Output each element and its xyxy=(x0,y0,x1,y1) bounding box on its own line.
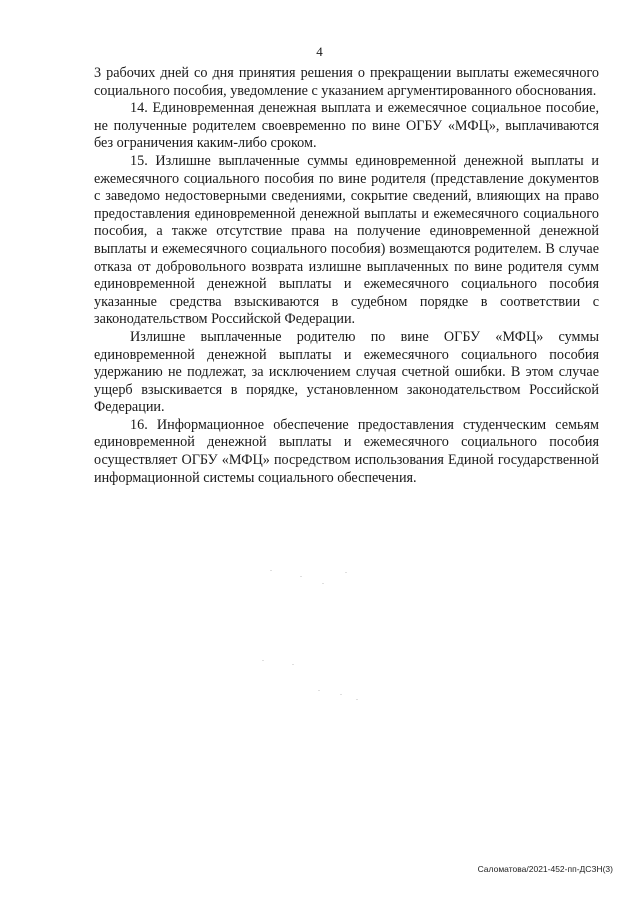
paragraph-14: 14. Единовременная денежная выплата и ежемесячное социальное пособие, не полученные родителем своевременно по вине ОГБУ «МФЦ», выплачиваются без ограничения каким-либо сроком. xyxy=(94,100,599,152)
paragraph-16: 16. Информационное обеспечение предоставления студенческим семьям единовременной денежной выплаты и ежемесячного социального пособия осуществляет ОГБУ «МФЦ» посредством использования Единой государственной информационной системы социального обеспечения. xyxy=(94,416,599,486)
paragraph-15-continued: Излишне выплаченные родителю по вине ОГБУ «МФЦ» суммы единовременной денежной выплаты и ежемесячного социального пособия удержанию не подлежат, за исключением случая счетной ошибки. В этом случае ущерб взыскивается в порядке, установленном законодательством Российской Федерации. xyxy=(94,328,599,416)
paragraph-15: 15. Излишне выплаченные суммы единовременной денежной выплаты и ежемесячного социального пособия по вине родителя (представление документов с заведомо недостоверными сведениями, сокрытие сведений, влияющих на право предоставления единовременной денежной выплаты и ежемесячного социального пособия, а также отсутствие права на получение единовременной денежной выплаты и ежемесячного социального пособия) возмещаются родителем. В случае отказа от добровольного возврата излишне выплаченных по вине родителя сумм единовременной денежной выплаты и ежемесячного социального пособия указанные средства взыскиваются в судебном порядке в соответствии с законодательством Российской Федерации. xyxy=(94,152,599,328)
paragraph-continuation: 3 рабочих дней со дня принятия решения о прекращении выплаты ежемесячного социального пособия, уведомление с указанием аргументированного обоснования. xyxy=(94,65,599,99)
document-body xyxy=(94,65,599,487)
page-number: 4 xyxy=(316,44,323,59)
document-code: Саломатова/2021-452-пп-ДСЗН(3) xyxy=(477,864,613,874)
